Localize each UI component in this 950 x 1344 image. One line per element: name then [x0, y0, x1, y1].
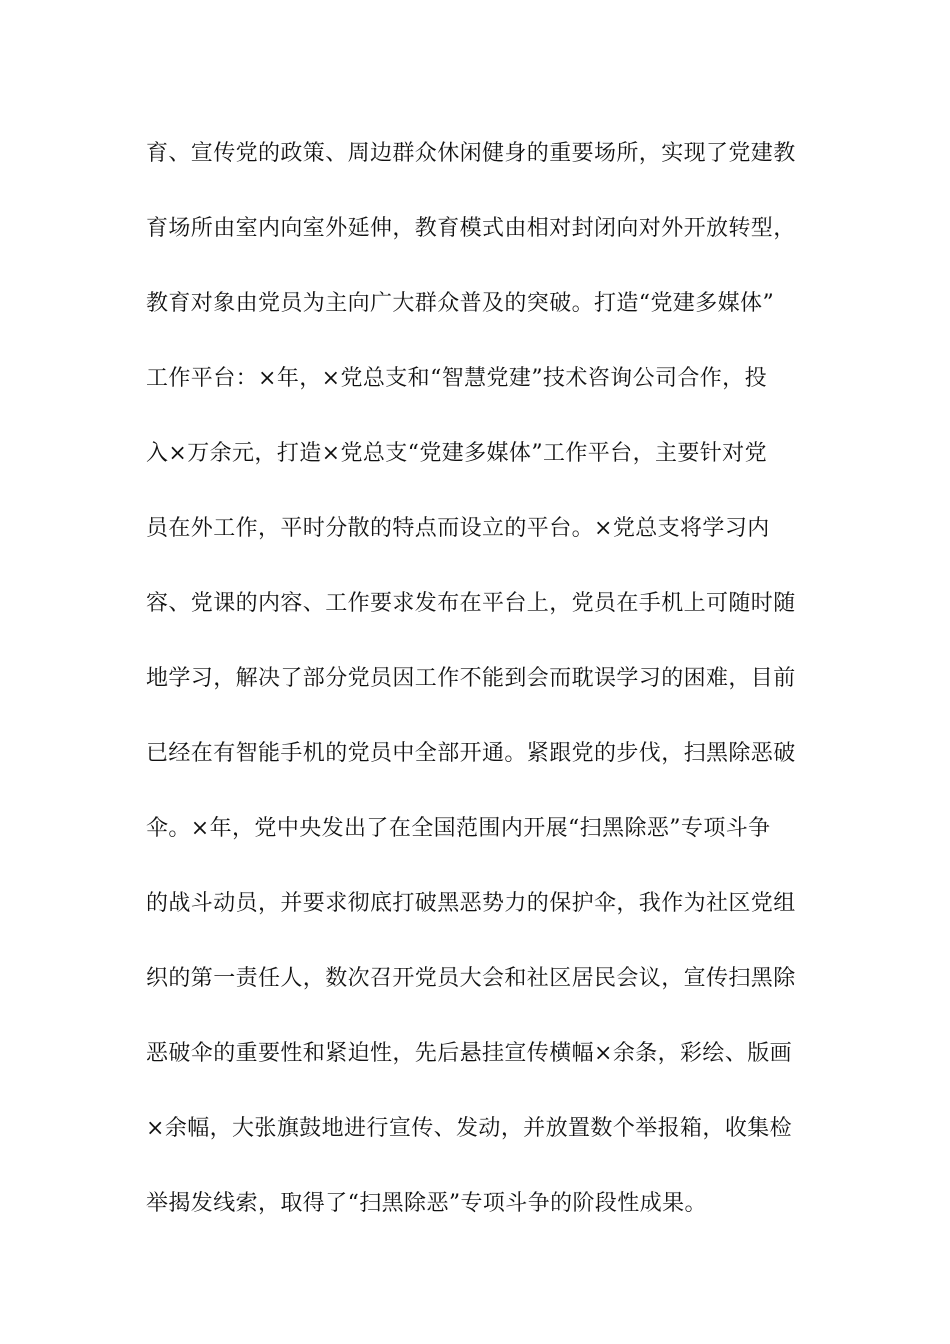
text-line: 育场所由室内向室外延伸，教育模式由相对封闭向对外开放转型，	[146, 216, 796, 241]
text-line: 地学习，解决了部分党员因工作不能到会而耽误学习的困难，目前	[146, 666, 796, 691]
text-line: 恶破伞的重要性和紧迫性，先后悬挂宣传横幅×余条，彩绘、版画	[146, 1041, 793, 1066]
text-line: 已经在有智能手机的党员中全部开通。紧跟党的步伐，扫黑除恶破	[146, 741, 796, 766]
text-line: 织的第一责任人，数次召开党员大会和社区居民会议，宣传扫黑除	[146, 966, 796, 991]
text-line: 的战斗动员，并要求彻底打破黑恶势力的保护伞，我作为社区党组	[146, 891, 796, 916]
text-line: 育、宣传党的政策、周边群众休闲健身的重要场所，实现了党建教	[146, 141, 796, 166]
body-paragraph	[146, 134, 796, 1259]
text-line: 工作平台：×年，×党总支和“智慧党建”技术咨询公司合作，投	[146, 366, 767, 391]
text-line: 容、党课的内容、工作要求发布在平台上，党员在手机上可随时随	[146, 591, 796, 616]
text-line: ×余幅，大张旗鼓地进行宣传、发动，并放置数个举报箱，收集检	[146, 1116, 793, 1141]
text-line: 教育对象由党员为主向广大群众普及的突破。打造“党建多媒体”	[146, 291, 775, 316]
text-line: 员在外工作，平时分散的特点而设立的平台。×党总支将学习内	[146, 516, 770, 541]
text-line: 伞。×年，党中央发出了在全国范围内开展“扫黑除恶”专项斗争	[146, 816, 771, 841]
text-line: 举揭发线索，取得了“扫黑除恶”专项斗争的阶段性成果。	[146, 1191, 707, 1216]
text-line: 入×万余元，打造×党总支“党建多媒体”工作平台，主要针对党	[146, 441, 767, 466]
